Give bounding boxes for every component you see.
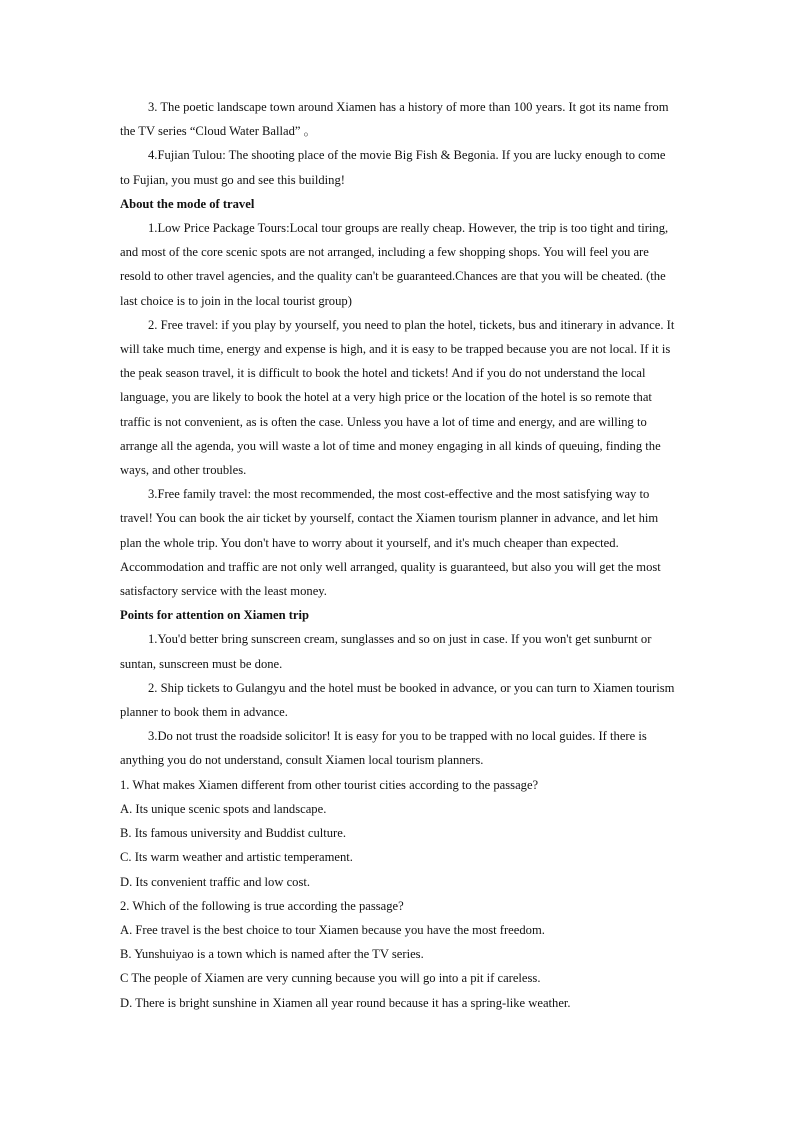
paragraph-fujian-tulou: 4.Fujian Tulou: The shooting place of the movie Big Fish & Begonia. If you are lucky enough to come to Fujian, you must go and see this building! [120,148,666,187]
answer-option-a: A. Free travel is the best choice to tour Xiamen because you have the most freedom. [120,922,545,937]
answer-option-b: B. Yunshuiyao is a town which is named after the TV series. [120,947,424,962]
heading-points-for-attention: Points for attention on Xiamen trip [120,608,310,623]
paragraph-low-price-tours: 1.Low Price Package Tours:Local tour groups are really cheap. However, the trip is too tight and tiring, and most of the core scenic spots are not arranged, including a few shopping shops. You will feel you are resold to other travel agencies, and the quality can't be guaranteed.Chances are that you will be cheated. (the last choice is to join in the local tourist group) [120,221,669,308]
question-stem: 2. Which of the following is true according the passage? [120,898,404,913]
paragraph-free-travel: 2. Free travel: if you play by yourself, you need to plan the hotel, tickets, bus and itinerary in advance. It will take much time, energy and expense is high, and it is easy to be trapped because you are not local. If it is the peak season travel, it is difficult to book the hotel and tickets! And if you do not understand the local language, you are likely to book the hotel at a very high price or the location of the hotel is so remote that traffic is not convenient, as is often the case. Unless you have a lot of time and energy, and are willing to arrange all the agenda, you will waste a lot of time and money engaging in all kinds of queuing, finding the ways, and other troubles. [120,317,675,478]
question-2 [120,894,675,1015]
answer-option-d: D. There is bright sunshine in Xiamen all year round because it has a spring-like weather. [120,995,571,1010]
paragraph-sunscreen: 1.You'd better bring sunscreen cream, sunglasses and so on just in case. If you won't get sunburnt or suntan, sunscreen must be done. [120,632,652,671]
answer-option-d: D. Its convenient traffic and low cost. [120,874,311,889]
answer-option-a: A. Its unique scenic spots and landscape. [120,801,327,816]
answer-option-b: B. Its famous university and Buddist culture. [120,826,346,841]
answer-option-c: C The people of Xiamen are very cunning because you will go into a pit if careless. [120,971,541,986]
answer-option-c: C. Its warm weather and artistic temperament. [120,850,353,865]
question-stem: 1. What makes Xiamen different from other tourist cities according to the passage? [120,777,539,792]
heading-mode-of-travel: About the mode of travel [120,196,255,211]
paragraph-free-family-travel: 3.Free family travel: the most recommended, the most cost-effective and the most satisfying way to travel! You can book the air ticket by yourself, contact the Xiamen tourism planner in advance, and let him plan the whole trip. You don't have to worry about it yourself, and it's much cheaper than expected. Accommodation and traffic are not only well arranged, quality is guaranteed, but also you will get the most satisfactory service with the least money. [120,487,661,599]
paragraph-ship-tickets: 2. Ship tickets to Gulangyu and the hotel must be booked in advance, or you can turn to Xiamen tourism planner to book them in advance. [120,680,675,720]
document-page [120,95,675,1015]
question-1 [120,773,675,894]
paragraph-yunshuiyao: 3. The poetic landscape town around Xiamen has a history of more than 100 years. It got its name from the TV series “Cloud Water Ballad” 。 [120,100,669,139]
paragraph-roadside-solicitor: 3.Do not trust the roadside solicitor! It is easy for you to be trapped with no local guides. If there is anything you do not understand, consult Xiamen local tourism planners. [120,729,647,768]
